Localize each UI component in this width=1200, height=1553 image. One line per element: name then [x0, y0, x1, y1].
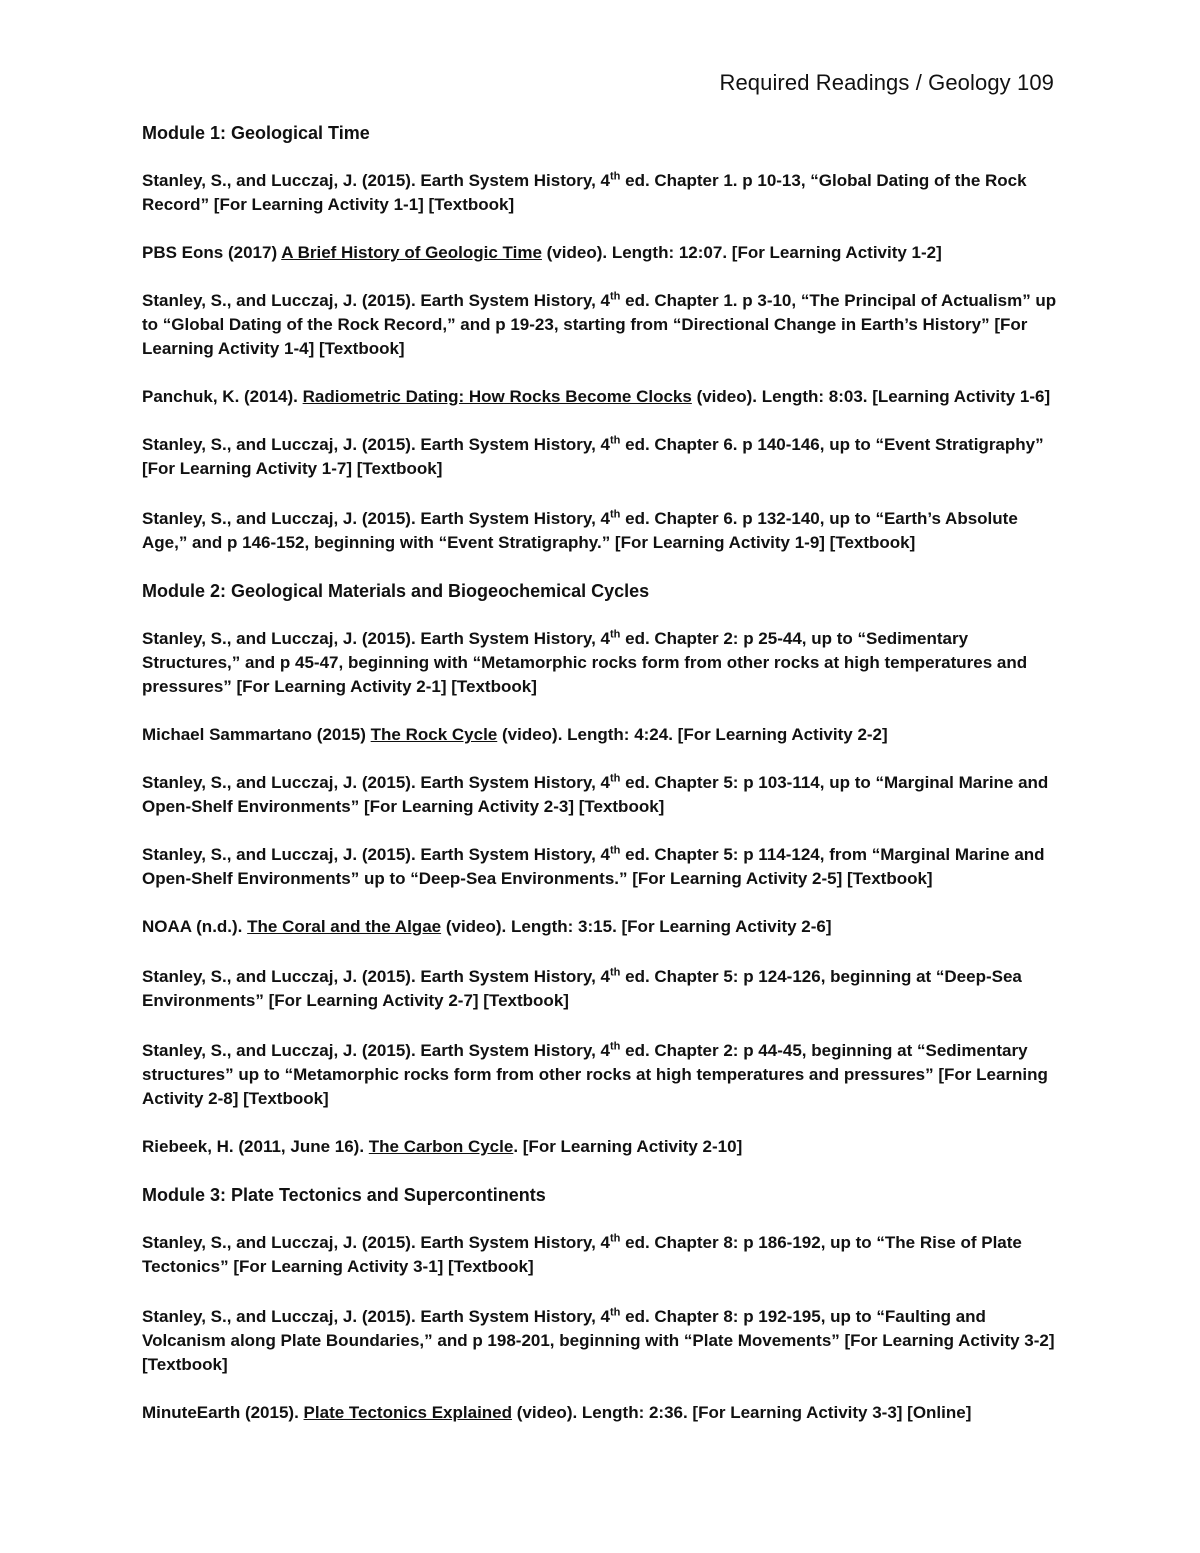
reading-entry [142, 843, 1062, 891]
citation-text: ed. Chapter 2: p 25-44, up to “Sedimentary Structures,” and p 45-47, beginning with “Metamorphic rocks form from other rocks at high temperatures and pressures” [For Learning Activity 2-1] [Textbook] [142, 629, 1028, 696]
citation-text: ed. Chapter 5: p 103-114, up to “Marginal Marine and Open-Shelf Environments” [For Learning Activity 2-3] [Textbook] [142, 773, 1049, 816]
reading-entry [142, 1231, 1062, 1279]
citation-text: Stanley, S., and Lucczaj, J. (2015). Earth System History, 4 [142, 171, 610, 190]
citation-text: ed. Chapter 1. p 3-10, “The Principal of Actualism” up to “Global Dating of the Rock Record,” and p 19-23, starting from “Directional Change in Earth’s History” [For Learning Activity 1-4] [Textbook] [142, 291, 1057, 358]
reading-entry [142, 507, 1062, 555]
module-heading: Module 2: Geological Materials and Biogeochemical Cycles [142, 581, 650, 601]
ordinal-suffix: th [610, 1306, 621, 1319]
citation-text: ed. Chapter 6. p 140-146, up to “Event Stratigraphy” [For Learning Activity 1-7] [Textbook] [142, 435, 1044, 478]
citation-text: ed. Chapter 5: p 114-124, from “Marginal Marine and Open-Shelf Environments” up to “Deep-Sea Environments.” [For Learning Activity 2-5] [Textbook] [142, 845, 1045, 888]
reading-entry [142, 385, 1062, 409]
citation-text: Michael Sammartano (2015) [142, 725, 371, 744]
citation-text: Stanley, S., and Lucczaj, J. (2015). Earth System History, 4 [142, 435, 610, 454]
citation-text: (video). Length: 4:24. [For Learning Activity 2-2] [497, 725, 888, 744]
citation-text: ed. Chapter 8: p 186-192, up to “The Rise of Plate Tectonics” [For Learning Activity 3-1] [Textbook] [142, 1233, 1022, 1276]
ordinal-suffix: th [610, 966, 621, 979]
module-heading: Module 1: Geological Time [142, 123, 370, 143]
citation-text: ed. Chapter 2: p 44-45, beginning at “Sedimentary structures” up to “Metamorphic rocks form from other rocks at high temperatures and pressures” [For Learning Activity 2-8] [Textbook] [142, 1041, 1048, 1108]
reading-entry [142, 1135, 1062, 1159]
citation-text: . [For Learning Activity 2-10] [513, 1137, 743, 1156]
reading-entry [142, 915, 1062, 939]
citation-text: Stanley, S., and Lucczaj, J. (2015). Earth System History, 4 [142, 629, 610, 648]
video-link[interactable]: Radiometric Dating: How Rocks Become Clocks [302, 387, 692, 406]
citation-text: Stanley, S., and Lucczaj, J. (2015). Earth System History, 4 [142, 1307, 610, 1326]
ordinal-suffix: th [610, 508, 621, 521]
readings-list [142, 121, 1062, 1449]
citation-text: Stanley, S., and Lucczaj, J. (2015). Earth System History, 4 [142, 845, 610, 864]
page-header-title: Required Readings / Geology 109 [719, 70, 1054, 95]
reading-entry [142, 433, 1062, 481]
reading-entry [142, 771, 1062, 819]
ordinal-suffix: th [610, 290, 621, 303]
ordinal-suffix: th [610, 772, 621, 785]
citation-text: ed. Chapter 8: p 192-195, up to “Faulting and Volcanism along Plate Boundaries,” and p 198-201, beginning with “Plate Movements” [For Learning Activity 3-2] [Textbook] [142, 1307, 1055, 1374]
reading-entry [142, 169, 1062, 217]
video-link[interactable]: The Rock Cycle [370, 725, 498, 744]
citation-text: MinuteEarth (2015). [142, 1403, 304, 1422]
ordinal-suffix: th [610, 1232, 621, 1245]
reading-entry [142, 627, 1062, 699]
reading-entry [142, 1401, 1062, 1425]
citation-text: Stanley, S., and Lucczaj, J. (2015). Earth System History, 4 [142, 1041, 610, 1060]
reading-entry [142, 241, 1062, 265]
citation-text: Stanley, S., and Lucczaj, J. (2015). Earth System History, 4 [142, 773, 610, 792]
module-heading: Module 3: Plate Tectonics and Supercontinents [142, 1185, 546, 1205]
citation-text: ed. Chapter 5: p 124-126, beginning at “Deep-Sea Environments” [For Learning Activity 2-7] [Textbook] [142, 967, 1022, 1010]
reading-entry [142, 1305, 1062, 1377]
citation-text: ed. Chapter 6. p 132-140, up to “Earth’s Absolute Age,” and p 146-152, beginning with “Event Stratigraphy.” [For Learning Activity 1-9] [Textbook] [142, 509, 1018, 552]
video-link[interactable]: A Brief History of Geologic Time [281, 243, 542, 262]
citation-text: NOAA (n.d.). [142, 917, 248, 936]
reading-entry [142, 965, 1062, 1013]
citation-text: (video). Length: 12:07. [For Learning Activity 1-2] [541, 243, 942, 262]
ordinal-suffix: th [610, 170, 621, 183]
citation-text: Stanley, S., and Lucczaj, J. (2015). Earth System History, 4 [142, 291, 610, 310]
ordinal-suffix: th [610, 628, 621, 641]
video-link[interactable]: Plate Tectonics Explained [303, 1403, 513, 1422]
citation-text: (video). Length: 2:36. [For Learning Activity 3-3] [Online] [512, 1403, 972, 1422]
citation-text: ed. Chapter 1. p 10-13, “Global Dating of the Rock Record” [For Learning Activity 1-1] [Textbook] [142, 171, 1027, 214]
citation-text: (video). Length: 3:15. [For Learning Activity 2-6] [441, 917, 832, 936]
web-link[interactable]: The Carbon Cycle [368, 1137, 514, 1156]
citation-text: Panchuk, K. (2014). [142, 387, 303, 406]
reading-entry [142, 289, 1062, 361]
citation-text: (video). Length: 8:03. [Learning Activity 1-6] [691, 387, 1051, 406]
reading-entry [142, 723, 1062, 747]
citation-text: Riebeek, H. (2011, June 16). [142, 1137, 369, 1156]
citation-text: PBS Eons (2017) [142, 243, 282, 262]
video-link[interactable]: The Coral and the Algae [247, 917, 442, 936]
citation-text: Stanley, S., and Lucczaj, J. (2015). Earth System History, 4 [142, 1233, 610, 1252]
citation-text: Stanley, S., and Lucczaj, J. (2015). Earth System History, 4 [142, 967, 610, 986]
ordinal-suffix: th [610, 434, 621, 447]
reading-entry [142, 1039, 1062, 1111]
citation-text: Stanley, S., and Lucczaj, J. (2015). Earth System History, 4 [142, 509, 610, 528]
ordinal-suffix: th [610, 844, 621, 857]
ordinal-suffix: th [610, 1040, 621, 1053]
